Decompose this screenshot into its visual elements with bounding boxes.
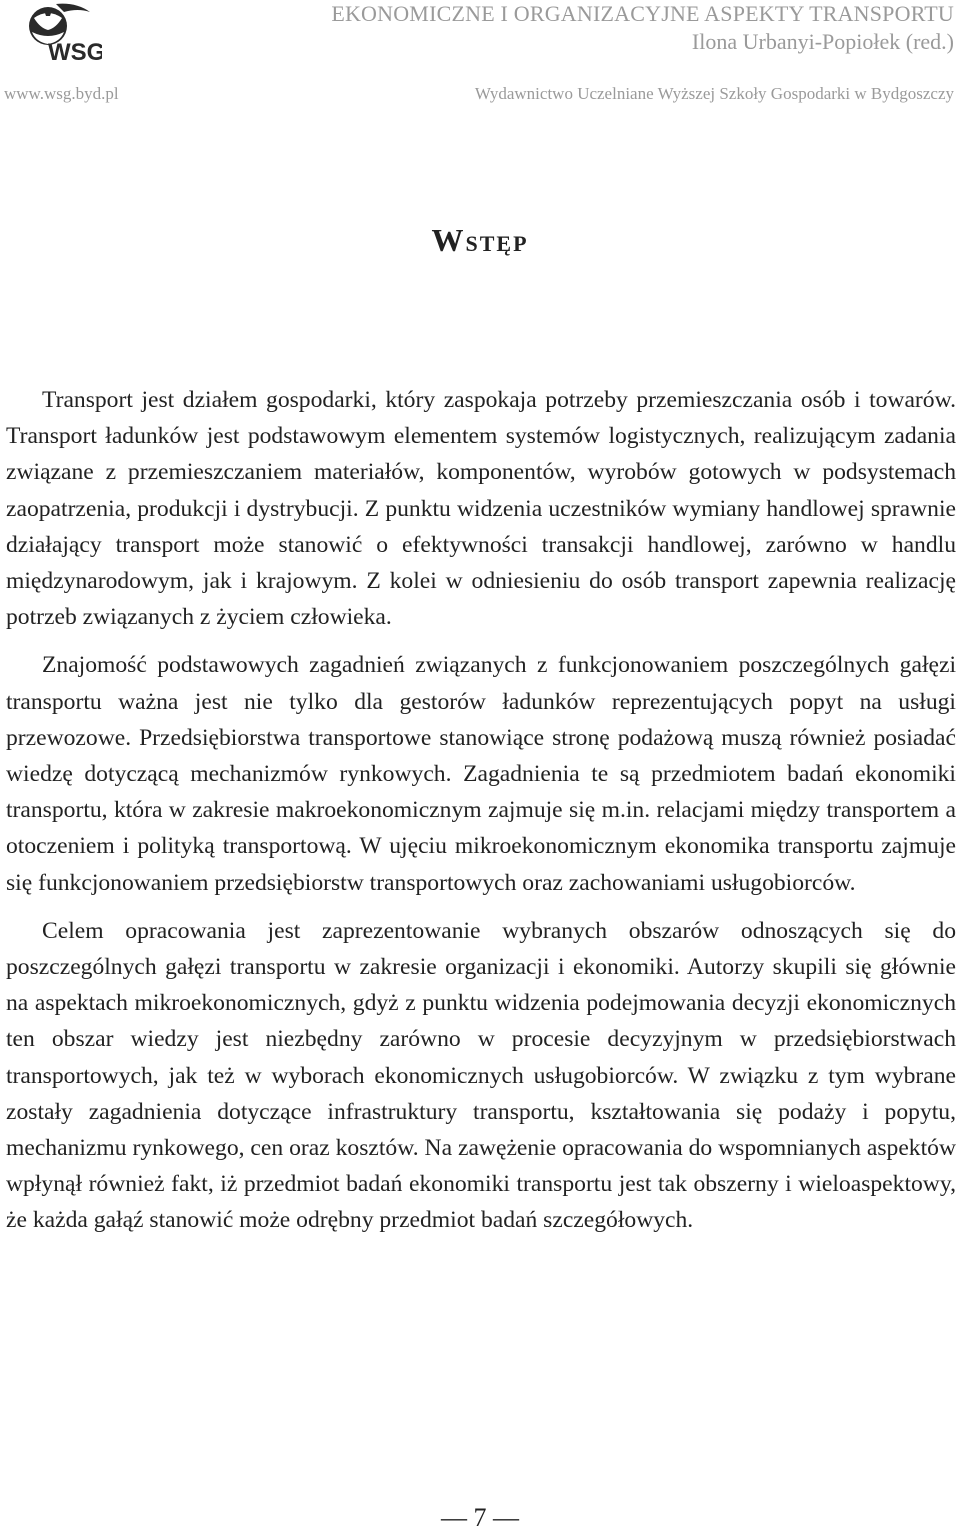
body-text (6, 382, 956, 1251)
chapter-title: Wstęp (431, 222, 529, 258)
paragraph-3: Celem opracowania jest zaprezentowanie wybranych obszarów odnoszących się do poszczególnych gałęzi transportu w zakresie organizacji i ekonomiki. Autorzy skupili się głównie na aspektach mikroekonomicznych, gdyż z punktu widzenia podejmowania decyzji ekonomicznych ten obszar wiedzy jest niezbędny zarówno w procesie decyzyjnym w przedsiębiorstwach transportowych, jak też w wyborach ekonomicznych usługobiorców. W związku z tym wybrane zostały zagadnienia dotyczące infrastruktury transportu, kształtowania się podaży i popytu, mechanizmu rynkowego, cen oraz kosztów. Na zawężenie opracowania do wspomnianych aspektów wpłynął również fakt, iż przedmiot badań ekonomiki transportu jest tak obszerny i wieloaspektowy, że każda gałąź stanowić może odrębny przedmiot badań szczegółowych. (6, 917, 956, 1234)
page-number: — 7 — (441, 1503, 519, 1532)
book-editor: Ilona Urbanyi-Popiołek (red.) (691, 29, 954, 54)
paragraph-1: Transport jest działem gospodarki, który zaspokaja potrzeby przemieszczania osób i towarów. Transport ładunków jest podstawowym elementem systemów logistycznych, realizującym zadania związane z przemieszczaniem materiałów, komponentów, wyrobów gotowych w podsystemach zaopatrzenia, produkcji i dystrybucji. Z punktu widzenia uczestników wymiany handlowej sprawnie działający transport może stanowić o efektywności transakcji handlowej, zarówno w handlu międzynarodowym, jak i krajowym. Z kolei w odniesieniu do osób transport zapewnia realizację potrzeb związanych z życiem człowieka. (6, 387, 956, 631)
website-link[interactable]: www.wsg.byd.pl (4, 84, 119, 103)
wsg-logo-icon (26, 2, 102, 64)
publisher-name: Wydawnictwo Uczelniane Wyższej Szkoły Gospodarki w Bydgoszczy (474, 84, 954, 103)
book-title: EKONOMICZNE I ORGANIZACYJNE ASPEKTY TRANSPORTU (331, 1, 954, 26)
book-header (331, 0, 954, 56)
wsg-logo (26, 2, 102, 64)
logo-text: WSG (48, 39, 102, 64)
paragraph-2: Znajomość podstawowych zagadnień związanych z funkcjonowaniem poszczególnych gałęzi transportu ważna jest nie tylko dla gestorów ładunków reprezentujących popyt na usługi przewozowe. Przedsiębiorstwa transportowe stanowiące stronę podażową muszą również posiadać wiedzę dotyczącą mechanizmów rynkowych. Zagadnienia te są przedmiotem badań ekonomiki transportu, która w zakresie makroekonomicznym zajmuje się m.in. relacjami między transportem a otoczeniem i polityką transportową. W ujęciu mikroekonomicznym ekonomika transportu zajmuje się funkcjonowaniem przedsiębiorstw transportowych oraz zachowaniami usługobiorców. (6, 652, 956, 896)
